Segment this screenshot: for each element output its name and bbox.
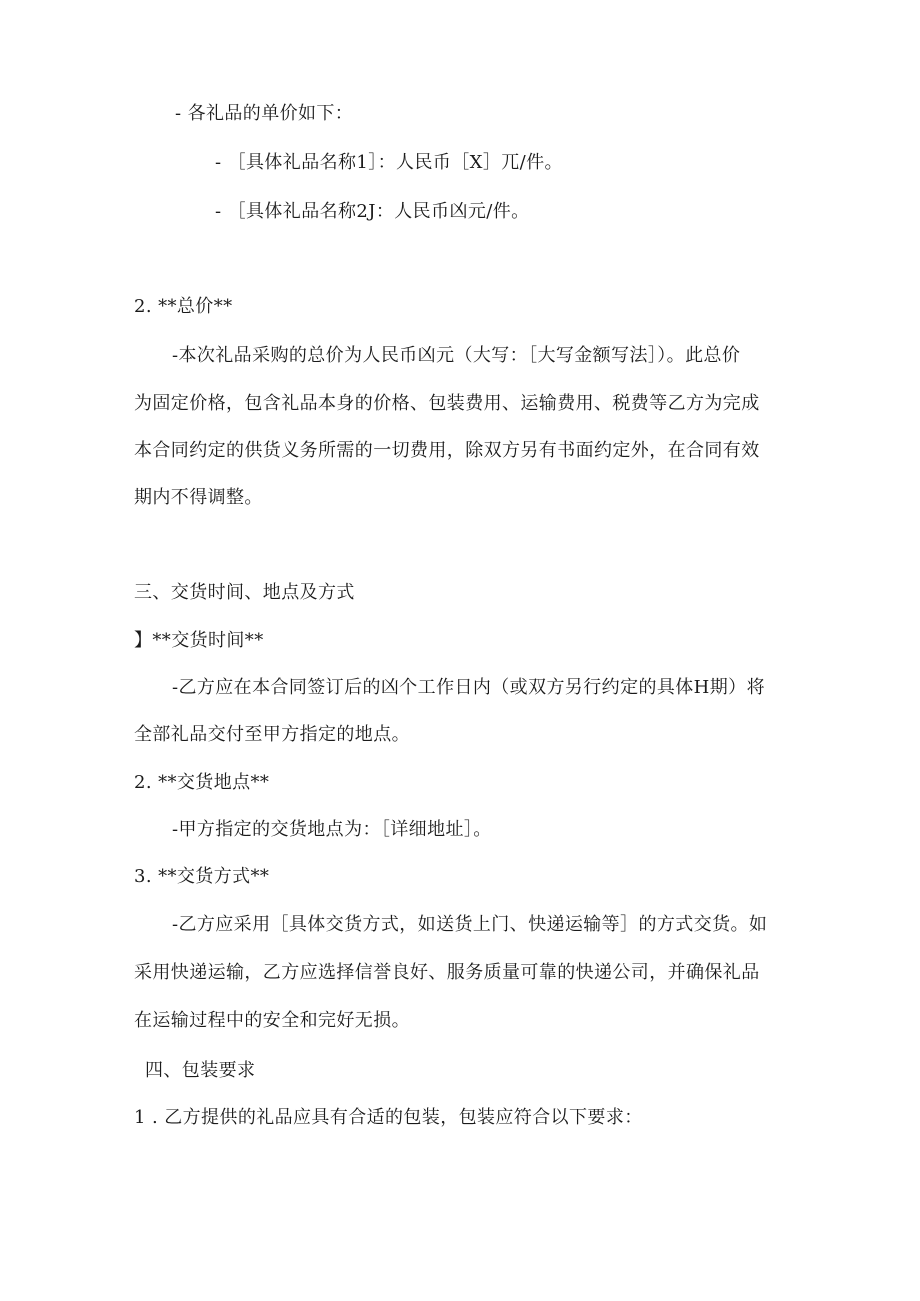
total-price-line-1: -本次礼品采购的总价为人民币凶元（大写：［大写金额写法］）。此总价 bbox=[172, 345, 741, 366]
delivery-method-line-2: 采用快递运输，乙方应选择信誉良好、服务质量可靠的快递公司，并确保礼品 bbox=[134, 962, 760, 983]
section-delivery-title: 三、交货时间、地点及方式 bbox=[134, 582, 355, 603]
unit-price-intro: - 各礼品的单价如下： bbox=[175, 103, 354, 124]
packaging-item-1: 1 . 乙方提供的礼品应具有合适的包装，包装应符合以下要求： bbox=[134, 1107, 643, 1128]
total-price-line-2: 为固定价格，包含礼品本身的价格、包装费用、运输费用、税费等乙方为完成 bbox=[134, 393, 760, 414]
delivery-method-heading: 3. **交货方式** bbox=[134, 866, 270, 887]
unit-price-item-2: - ［具体礼品名称2J：人民币凶元/件。 bbox=[215, 201, 530, 222]
delivery-method-line-3: 在运输过程中的安全和完好无损。 bbox=[134, 1010, 410, 1031]
total-price-heading: 2. **总价** bbox=[134, 296, 233, 317]
total-price-line-4: 期内不得调整。 bbox=[134, 487, 263, 508]
unit-price-item-1: - ［具体礼品名称1］：人民币［X］兀/件。 bbox=[215, 152, 563, 173]
section-packaging-title: 四、包装要求 bbox=[145, 1060, 256, 1081]
delivery-time-line-1: -乙方应在本合同签订后的凶个工作日内（或双方另行约定的具体H期）将 bbox=[172, 677, 765, 698]
delivery-place-line: -甲方指定的交货地点为：［详细地址］。 bbox=[172, 819, 492, 840]
delivery-time-heading: 】**交货时间** bbox=[134, 630, 264, 651]
delivery-place-heading: 2. **交货地点** bbox=[134, 772, 270, 793]
delivery-time-line-2: 全部礼品交付至甲方指定的地点。 bbox=[134, 724, 410, 745]
delivery-method-line-1: -乙方应采用［具体交货方式，如送货上门、快递运输等］的方式交货。如 bbox=[172, 914, 768, 935]
total-price-line-3: 本合同约定的供货义务所需的一切费用，除双方另有书面约定外，在合同有效 bbox=[134, 440, 760, 461]
